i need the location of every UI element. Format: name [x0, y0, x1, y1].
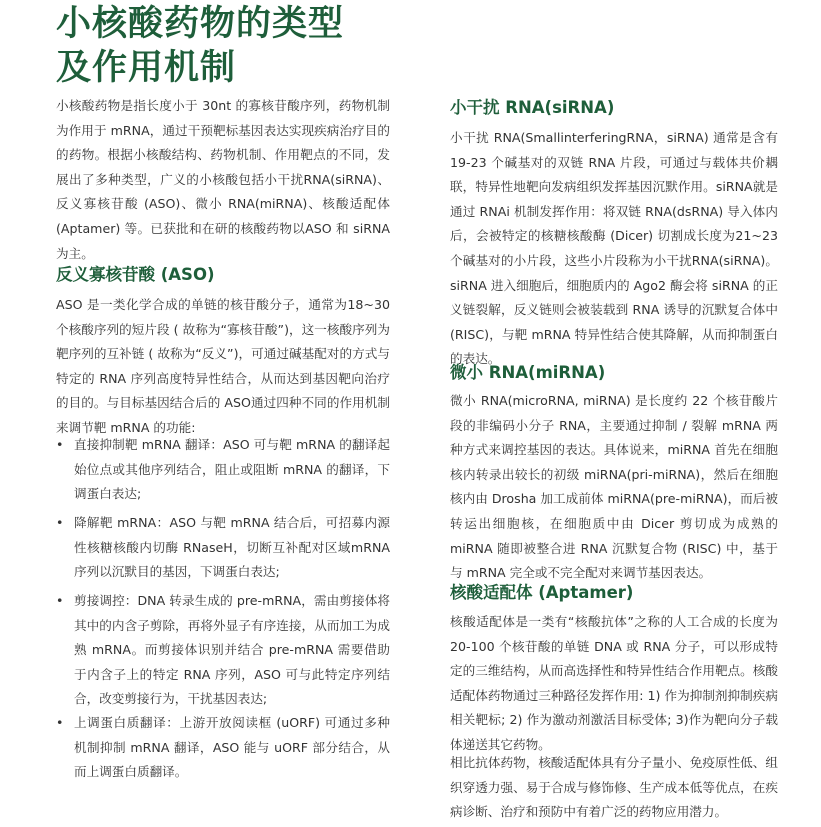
mirna-heading: 微小 RNA(miRNA) — [450, 363, 606, 382]
aptamer-paragraph: 核酸适配体是一类有“核酸抗体”之称的人工合成的长度为 20-100 个核苷酸的单链 DNA 或 RNA 分子，可以形成特定的三维结构，从而高选择性和特异性结合作用靶点。核酸适配体药物通过三种路径发挥作用: 1) 作为抑制剂抑制疾病相关靶标; 2) 作为激动剂激活目标受体; 3)作为靶向分子载体递送其它药物。 — [450, 614, 778, 752]
list-item — [56, 711, 390, 785]
aptamer-advantages-paragraph: 相比抗体药物，核酸适配体具有分子量小、免疫原性低、组织穿透力强、易于合成与修饰修、生产成本低等优点，在疾病诊断、治疗和预防中有着广泛的药物应用潜力。 — [450, 755, 778, 820]
page-title-line1: 小核酸药物的类型 — [56, 4, 345, 44]
bullet-dot-icon: • — [56, 515, 64, 530]
page-title-line2: 及作用机制 — [56, 48, 237, 88]
mirna-paragraph: 微小 RNA(microRNA, miRNA) 是长度约 22 个核苷酸片段的非编码小分子 RNA，主要通过抑制 / 裂解 mRNA 两种方式来调控基因的表达。具体说来，miRNA 首先在细胞核内转录出较长的初级 miRNA(pri-miRNA)，然后在细胞核内由 Drosha 加工成前体 miRNA(pre-miRNA)，而后被转运出细胞核，在细胞质中由 Dicer 剪切成为成熟的miRNA 随即被整合进 RNA 沉默复合物 (RISC) 中，基于与 mRNA 完全或不完全配对来调节基因表达。 — [450, 393, 778, 581]
list-item — [56, 589, 390, 712]
list-item — [56, 433, 390, 507]
aso-heading: 反义寡核苷酸 (ASO) — [56, 265, 215, 284]
page-title — [56, 2, 344, 90]
bullet-dot-icon: • — [56, 715, 64, 730]
sirna-paragraph: 小干扰 RNA(SmallinterferingRNA，siRNA) 通常是含有19-23 个碱基对的双链 RNA 片段，可通过与载体共价耦联，特异性地靶向发病组织发挥基因沉默作用。siRNA就是通过 RNAi 机制发挥作用：将双链 RNA(dsRNA) 导入体内后，会被特定的核糖核酸酶 (Dicer) 切割成长度为21~23 个碱基对的小片段，这些小片段称为小干扰RNA(siRNA)。siRNA 进入细胞后，细胞质内的 Ago2 酶会将 siRNA 的正义链裂解，反义链则会被装载到 RNA 诱导的沉默复合体中 (RISC)，与靶 mRNA 特异性结合使其降解，从而抑制蛋白的表达。 — [450, 130, 778, 367]
aptamer-heading: 核酸适配体 (Aptamer) — [450, 583, 634, 602]
bullet-dot-icon: • — [56, 593, 64, 608]
list-item-text: 上调蛋白质翻译：上游开放阅读框 (uORF) 可通过多种机制抑制 mRNA 翻译，ASO 能与 uORF 部分结合，从而上调蛋白质翻译。 — [74, 715, 390, 780]
list-item — [56, 511, 390, 585]
sirna-heading: 小干扰 RNA(siRNA) — [450, 98, 615, 117]
aso-paragraph: ASO 是一类化学合成的单链的核苷酸分子，通常为18~30 个核酸序列的短片段 ( 故称为“寡核苷酸”)，这一核酸序列为靶序列的互补链 ( 故称为“反义”)，可通过碱基配对的方式与特定的 RNA 序列高度特异性结合，从而达到基因靶向治疗的目的。与目标基因结合后的 ASO通过四种不同的作用机制来调节靶 mRNA 的功能: — [56, 297, 390, 435]
list-item-text: 降解靶 mRNA：ASO 与靶 mRNA 结合后，可招募内源性核糖核酸内切酶 RNaseH，切断互补配对区域mRNA 序列以沉默目的基因，下调蛋白表达; — [74, 515, 390, 580]
list-item-text: 直接抑制靶 mRNA 翻译：ASO 可与靶 mRNA 的翻译起始位点或其他序列结合，阻止或阻断 mRNA 的翻译，下调蛋白表达; — [74, 437, 390, 502]
bullet-dot-icon: • — [56, 437, 64, 452]
list-item-text: 剪接调控：DNA 转录生成的 pre-mRNA，需由剪接体将其中的内含子剪除，再将外显子有序连接，从而加工为成熟 mRNA。而剪接体识别并结合 pre-mRNA 需要借助于内含子上的特定 RNA 序列，ASO 可与此特定序列结合，改变剪接行为，干扰基因表达; — [74, 593, 390, 707]
intro-paragraph: 小核酸药物是指长度小于 30nt 的寡核苷酸序列，药物机制为作用于 mRNA，通过干预靶标基因表达实现疾病治疗目的的药物。根据小核酸结构、药物机制、作用靶点的不同，发展出了多种类型，广义的小核酸包括小干扰RNA(siRNA)、反义寡核苷酸 (ASO)、微小 RNA(miRNA)、核酸适配体 (Aptamer) 等。已获批和在研的核酸药物以ASO 和 siRNA 为主。 — [56, 98, 390, 261]
